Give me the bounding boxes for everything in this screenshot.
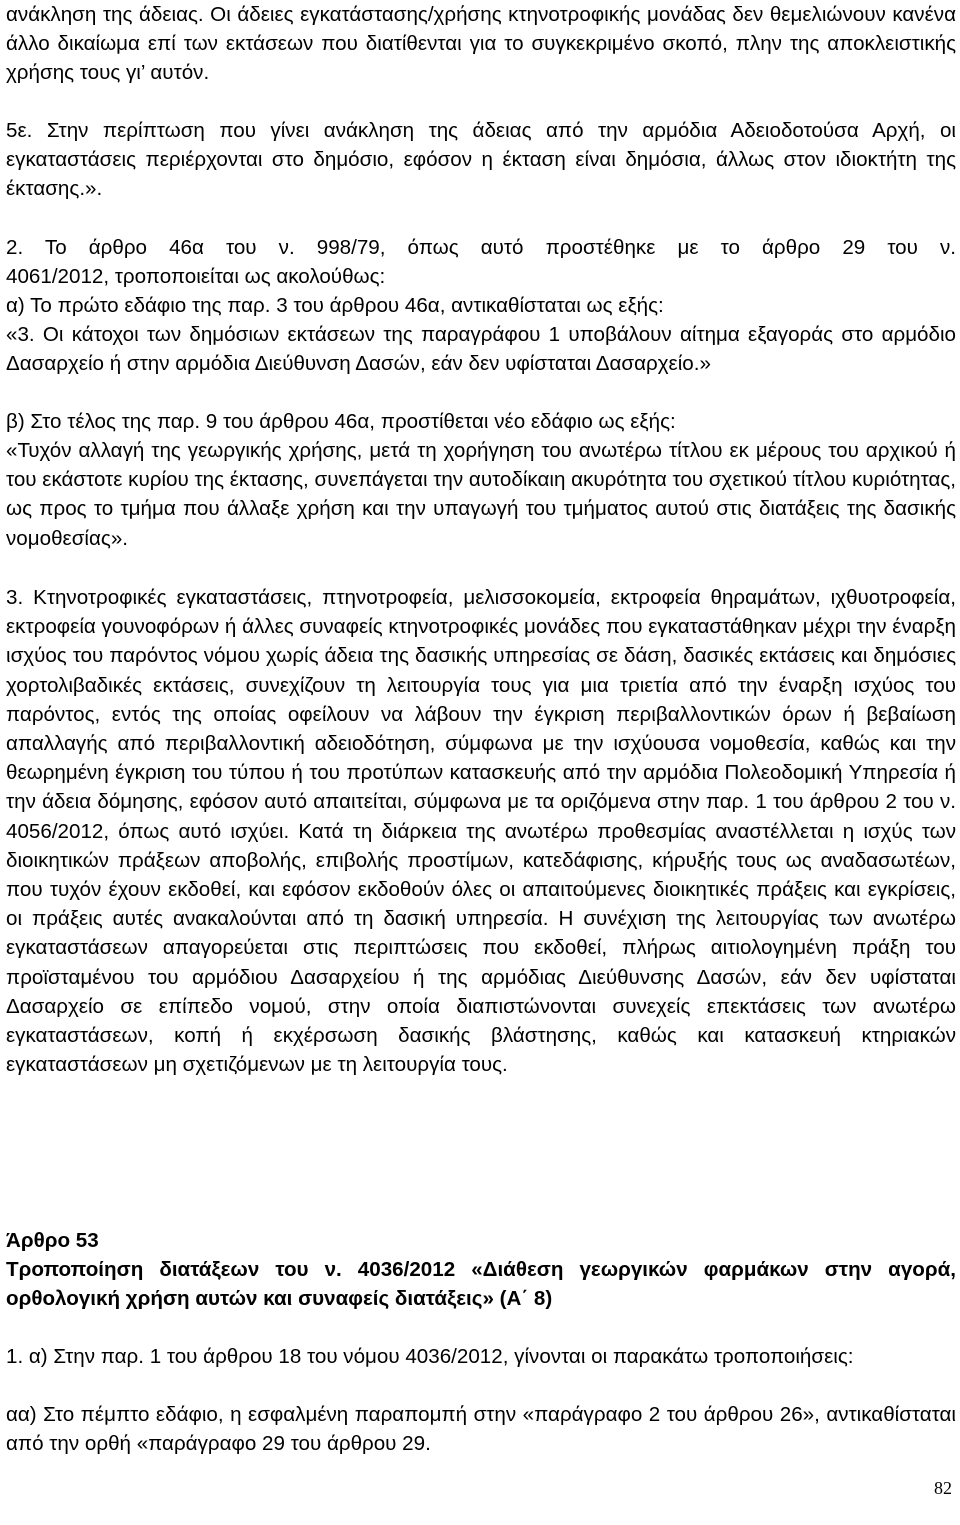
paragraph-2-line-1: 2. Το άρθρο 46α του ν. 998/79, όπως αυτό προστέθηκε με το άρθρο 29 του ν. (6, 236, 956, 259)
paragraph-2b: β) Στο τέλος της παρ. 9 του άρθρου 46α, προστίθεται νέο εδάφιο ως εξής: (6, 410, 676, 433)
paragraph-1a: 1. α) Στην παρ. 1 του άρθρου 18 του νόμου 4036/2012, γίνονται οι παρακάτω τροποποιήσεις: (6, 1345, 854, 1368)
page-number: 82 (934, 1478, 952, 1498)
paragraph-2-line-2: 4061/2012, τροποποιείται ως ακολούθως: (6, 265, 386, 289)
paragraph-5e: 5ε. Στην περίπτωση που γίνει ανάκληση της άδειας από την αρμόδια Αδειοδοτούσα Αρχή, οι εγκαταστάσεις περιέρχονται στο δημόσιο, εφόσον η έκταση είναι δημόσια, άλλως στον ιδιοκτήτη της έκτασης.». (6, 119, 956, 201)
paragraph-2a: α) Το πρώτο εδάφιο της παρ. 3 του άρθρου 46α, αντικαθίσταται ως εξής: (6, 294, 664, 318)
paragraph-2 (6, 233, 956, 321)
article-title: Τροποποίηση διατάξεων του ν. 4036/2012 «Διάθεση γεωργικών φαρμάκων στην αγορά, ορθολογική χρήση αυτών και συναφείς διατάξεις» (Α΄ 8) (6, 1258, 956, 1311)
paragraph-1aa: αα) Στο πέμπτο εδάφιο, η εσφαλμένη παραπομπή στην «παράγραφο 2 του άρθρου 26», αντικαθίσταται από την ορθή «παράγραφο 29 του άρθρου 29. (6, 1403, 956, 1456)
paragraph-quote-3: «3. Οι κάτοχοι των δημόσιων εκτάσεων της παραγράφου 1 υποβάλουν αίτημα εξαγοράς στο αρμόδιο Δασαρχείο ή στην αρμόδια Διεύθυνση Δασών, εάν δεν υφίσταται Δασαρχείο.» (6, 323, 956, 376)
article-heading: Άρθρο 53 (6, 1229, 99, 1252)
paragraph-quote-tuxon: «Τυχόν αλλαγή της γεωργικής χρήσης, μετά τη χορήγηση του ανωτέρω τίτλου εκ μέρους του αρχικού ή του εκάστοτε κυρίου της έκτασης, συνεπάγεται την αυτοδίκαιη ακυρότητα του σχετικού τίτλου κυριότητας, ως προς το τμήμα που άλλαξε χρήση και την υπαγωγή του τμήματος αυτού στις διατάξεις της δασικής νομοθεσίας». (6, 439, 956, 550)
paragraph-intro: ανάκληση της άδειας. Οι άδειες εγκατάστασης/χρήσης κτηνοτροφικής μονάδας δεν θεμελιώνουν κανένα άλλο δικαίωμα επί των εκτάσεων που διατίθενται για το συγκεκριμένο σκοπό, πλην της αποκλειστικής χρήσης τους γι’ αυτόν. (6, 3, 956, 85)
paragraph-3: 3. Κτηνοτροφικές εγκαταστάσεις, πτηνοτροφεία, μελισσοκομεία, εκτροφεία θηραμάτων, ιχθυοτροφεία, εκτροφεία γουνοφόρων ή άλλες συναφείς κτηνοτροφικές μονάδες που εγκαταστάθηκαν μέχρι την έναρξη ισχύος του παρόντος νόμου χωρίς άδεια της δασικής υπηρεσίας σε δάση, δασικές εκτάσεις και δημόσιες χορτολιβαδικές εκτάσεις, συνεχίζουν τη λειτουργία τους για μια τριετία από την έναρξη ισχύος του παρόντος, εντός της οποίας οφείλουν να λάβουν την έγκριση περιβαλλοντικών όρων ή βεβαίωση απαλλαγής από περιβαλλοντική αδειοδότηση, σύμφωνα με την ισχύουσα νομοθεσία, καθώς και την θεωρημένη έγκριση του τύπου ή του προτύπων κατασκευής από την αρμόδια Πολεοδομική Υπηρεσία ή την άδεια δόμησης, εφόσον αυτό απαιτείται, σύμφωνα με τα οριζόμενα στην παρ. 1 του άρθρου 2 του ν. 4056/2012, όπως αυτό ισχύει. Κατά τη διάρκεια της ανωτέρω προθεσμίας αναστέλλεται η ισχύς των διοικητικών πράξεων αποβολής, επιβολής προστίμων, κατεδάφισης, κήρυξής τους ως αναδασωτέων, που τυχόν έχουν εκδοθεί, και εφόσον εκδοθούν όλες οι απαιτούμενες διοικητικές πράξεις και εγκρίσεις, οι πράξεις αυτές ανακαλούνται από τη δασική υπηρεσία. Η συνέχιση της λειτουργίας των ανωτέρω εγκαταστάσεων απαγορεύεται στις περιπτώσεις που εκδοθεί, πλήρως αιτιολογημένη πράξη του προϊσταμένου του αρμόδιου Δασαρχείου ή της αρμόδιας Διεύθυνσης Δασών, εάν δεν υφίσταται Δασαρχείο σε επίπεδο νομού, στην οποία διαπιστώνονται συνεχείς επεκτάσεις των ανωτέρω εγκαταστάσεων, κοπή ή εκχέρσωση δασικής βλάστησης, καθώς και κατασκευή κτηριακών εγκαταστάσεων μη σχετιζόμενων με τη λειτουργία τους. (6, 586, 956, 1077)
